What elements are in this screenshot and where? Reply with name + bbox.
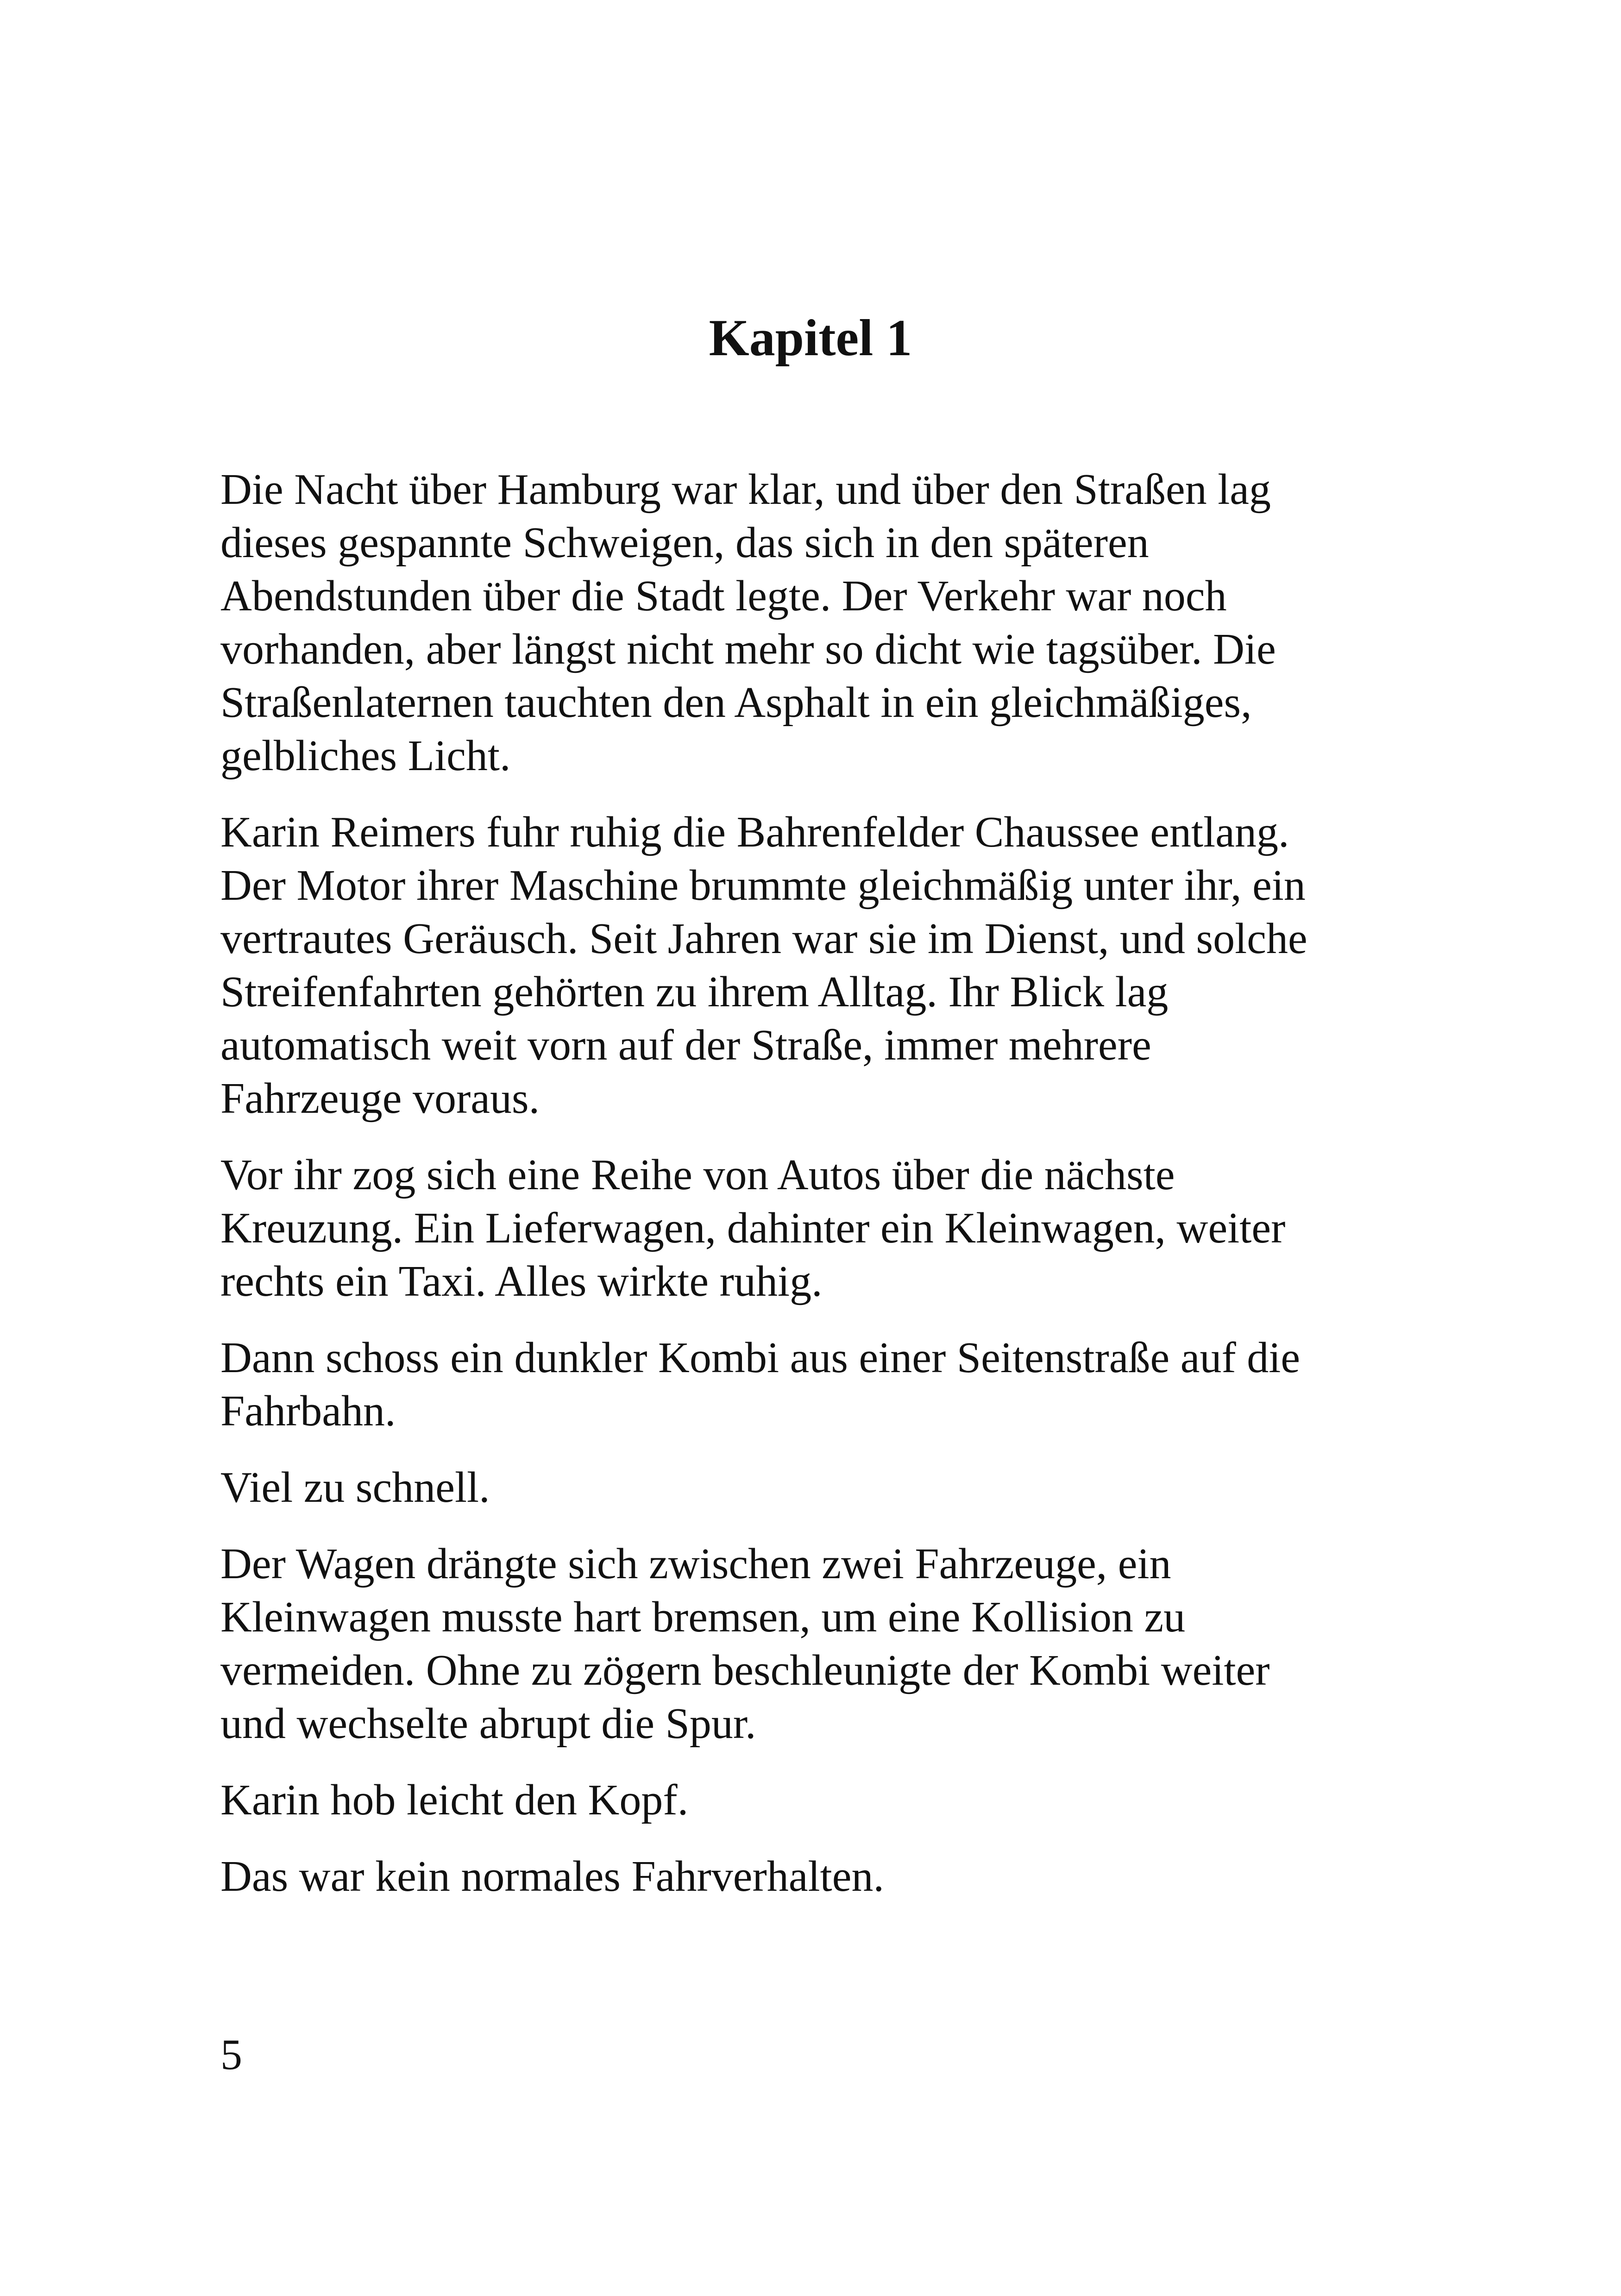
paragraph: Viel zu schnell. <box>220 1463 490 1512</box>
paragraph: Das war kein normales Fahrverhalten. <box>220 1852 884 1901</box>
paragraph: Dann schoss ein dunkler Kombi aus einer Seitenstraße auf die Fahrbahn. <box>220 1334 1301 1435</box>
paragraph: Vor ihr zog sich eine Reihe von Autos über die nächste Kreuzung. Ein Lieferwagen, dahinter ein Kleinwagen, weiter rechts ein Taxi. Alles wirkte ruhig. <box>220 1151 1286 1305</box>
paragraph: Die Nacht über Hamburg war klar, und über den Straßen lag dieses gespannte Schweigen, das sich in den späteren Abendstunden über die Stadt legte. Der Verkehr war noch vorhanden, aber längst nicht mehr so dicht wie tagsüber. Die Straßenlaternen tauchten den Asphalt in ein gleichmäßiges, gelbliches Licht. <box>220 465 1276 780</box>
page-number: 5 <box>220 2031 242 2079</box>
paragraph: Karin hob leicht den Kopf. <box>220 1776 689 1824</box>
paragraph: Karin Reimers fuhr ruhig die Bahrenfelder Chaussee entlang. Der Motor ihrer Maschine brummte gleichmäßig unter ihr, ein vertrautes Geräusch. Seit Jahren war sie im Dienst, und solche Streifenfahrten gehörten zu ihrem Alltag. Ihr Blick lag automatisch weit vorn auf der Straße, immer mehrere Fahrzeuge voraus. <box>220 808 1307 1123</box>
chapter-title: Kapitel 1 <box>709 309 912 367</box>
paragraph: Der Wagen drängte sich zwischen zwei Fahrzeuge, ein Kleinwagen musste hart bremsen, um eine Kollision zu vermeiden. Ohne zu zögern beschleunigte der Kombi weiter und wechselte abrupt die Spur. <box>220 1540 1270 1748</box>
chapter-body <box>220 463 1406 1926</box>
